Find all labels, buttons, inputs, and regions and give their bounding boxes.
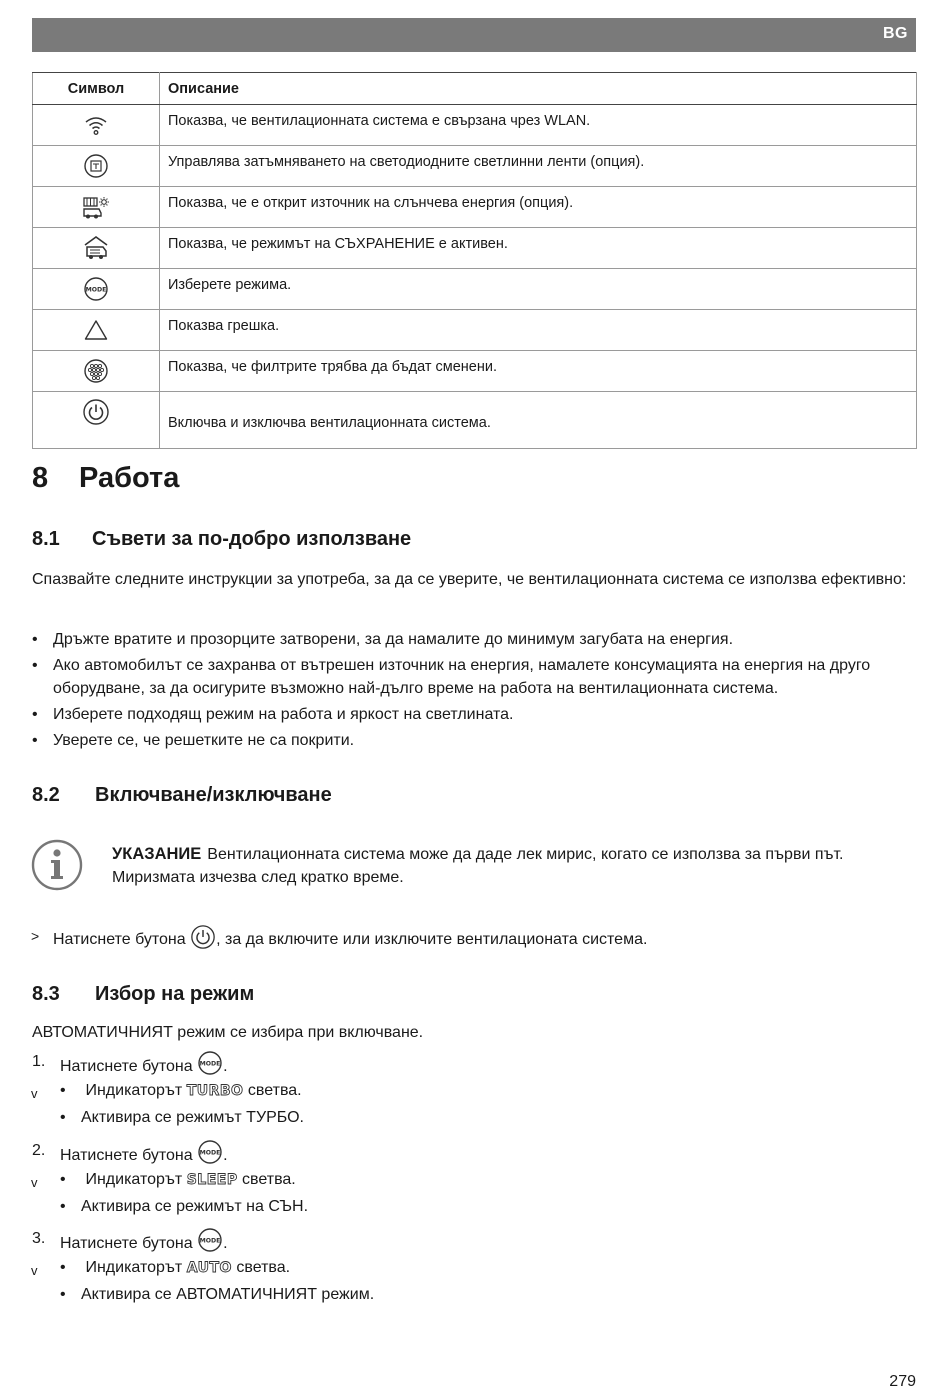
power-action: Натиснете бутона , за да включите или изключите вентилационата система. (53, 930, 647, 950)
header-bar (32, 18, 916, 52)
page-number: 279 (889, 1373, 916, 1390)
table-row (33, 310, 917, 351)
list-item: • Дръжте вратите и прозорците затворени, за да намалите до минимум загубата на енергия. (32, 628, 912, 651)
svg-text:MODE: MODE (199, 1149, 221, 1157)
step-number: 2. (32, 1142, 46, 1159)
mode-icon (197, 1139, 223, 1165)
row-description: Включва и изключва вентилационната система. (160, 392, 917, 449)
result-chevron-icon: v (31, 1086, 38, 1101)
note-box (112, 843, 912, 889)
led-dimmer-icon (83, 153, 109, 179)
step-indicator: • Индикаторът SLEEP светва. (60, 1171, 296, 1189)
step-result: • Активира се АВТОМАТИЧНИЯТ режим. (60, 1286, 374, 1304)
solar-vehicle-icon (82, 194, 110, 220)
row-description: Показва, че режимът на СЪХРАНЕНИЕ е активен. (160, 228, 917, 269)
table-row (33, 228, 917, 269)
step-instruction: Натиснете бутона MODE . (60, 1147, 228, 1165)
row-description: Показва, че е открит източник на слънчева енергия (опция). (160, 187, 917, 228)
row-description: Показва грешка. (160, 310, 917, 351)
svg-text:MODE: MODE (199, 1060, 221, 1068)
step-result: • Активира се режимът на СЪН. (60, 1198, 308, 1216)
row-description: Показва, че вентилационната система е свързана чрез WLAN. (160, 105, 917, 146)
table-row (33, 392, 917, 449)
mode-icon (83, 276, 109, 302)
sleep-indicator-icon: SLEEP (186, 1172, 238, 1188)
language-code: BG (883, 25, 908, 42)
table-row (33, 146, 917, 187)
table-header-row (33, 73, 917, 105)
action-arrow-icon: > (31, 928, 40, 944)
row-description: Показва, че филтрите трябва да бъдат сменени. (160, 351, 917, 392)
mode-icon (197, 1050, 223, 1076)
step-number: 3. (32, 1230, 46, 1247)
list-item: • Ако автомобилът се захранва от вътрешен източник на енергия, намалете консумацията на енергия на друго оборудване, за да осигурите възможно най-дълго време на работа на вентилационната система. (32, 654, 912, 700)
tips-list (32, 628, 912, 755)
symbol-table (32, 72, 917, 449)
svg-text:MODE: MODE (85, 286, 107, 294)
step-result: • Активира се режимът ТУРБО. (60, 1109, 304, 1127)
step-instruction: Натиснете бутона MODE . (60, 1058, 228, 1076)
turbo-indicator-icon: TURBO (186, 1083, 244, 1099)
svg-text:MODE: MODE (199, 1237, 221, 1245)
auto-indicator-icon: AUTO (186, 1260, 232, 1276)
power-icon (82, 398, 110, 426)
row-description: Изберете режима. (160, 269, 917, 310)
mode-intro: АВТОМАТИЧНИЯТ режим се избира при включване. (32, 1024, 424, 1041)
column-header-symbol: Символ (33, 73, 160, 105)
list-item: • Уверете се, че решетките не са покрити. (32, 729, 912, 752)
step-indicator: • Индикаторът AUTO светва. (60, 1259, 290, 1277)
result-chevron-icon: v (31, 1263, 38, 1278)
result-chevron-icon: v (31, 1175, 38, 1190)
subsection-heading-8-3: 8.3 Избор на режим (32, 983, 255, 1005)
filter-icon (83, 358, 109, 384)
subsection-heading-8-2: 8.2 Включване/изключване (32, 784, 332, 806)
subsection-heading-8-1: 8.1 Съвети за по-добро използване (32, 528, 412, 550)
table-row (33, 187, 917, 228)
intro-paragraph: Спазвайте следните инструкции за употреба, за да се уверите, че вентилационната система се използва ефективно: (32, 571, 907, 588)
list-item: • Изберете подходящ режим на работа и яркост на светлината. (32, 703, 912, 726)
mode-icon (197, 1227, 223, 1253)
note-text: Вентилационната система може да даде лек мирис, когато се използва за първи път. Миризмата изчезва след кратко време. (112, 846, 844, 886)
info-icon (30, 838, 84, 892)
step-instruction: Натиснете бутона MODE . (60, 1235, 228, 1253)
section-heading: 8 Работа (32, 462, 180, 494)
table-row (33, 105, 917, 146)
warning-triangle-icon (83, 318, 109, 342)
step-number: 1. (32, 1053, 46, 1070)
column-header-description: Описание (160, 73, 917, 105)
power-icon (190, 924, 216, 950)
eco-save-icon (82, 234, 110, 262)
table-row (33, 269, 917, 310)
note-keyword: УКАЗАНИЕ (112, 845, 202, 863)
table-row (33, 351, 917, 392)
step-indicator: • Индикаторът TURBO светва. (60, 1082, 302, 1100)
wifi-icon (83, 113, 109, 137)
row-description: Управлява затъмняването на светодиодните светлинни ленти (опция). (160, 146, 917, 187)
